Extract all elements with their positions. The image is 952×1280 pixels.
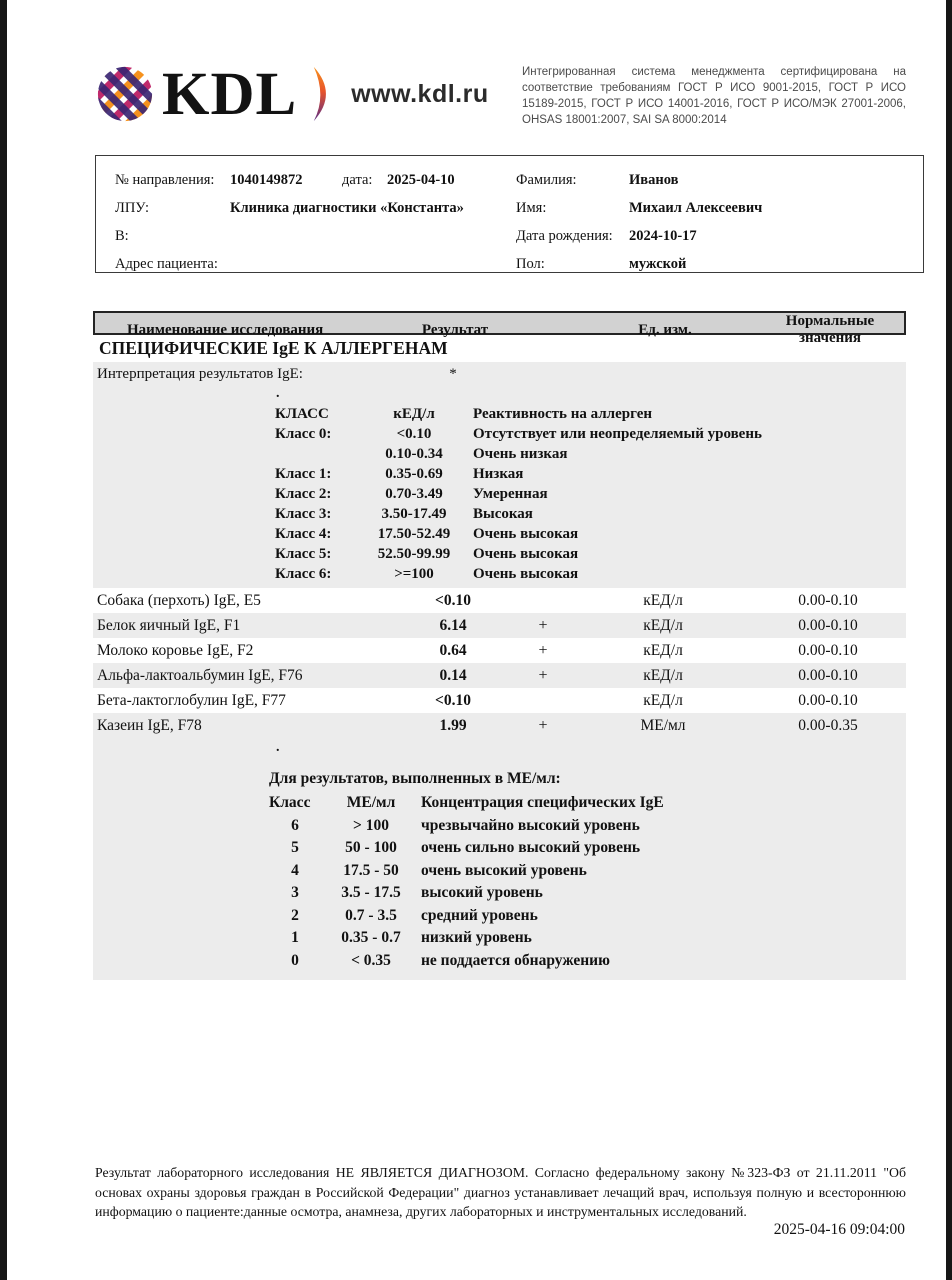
test-name: Казеин IgE, F78 (97, 716, 202, 734)
test-result: 0.64 (439, 641, 467, 659)
legend-range: 52.50-99.99 (377, 545, 451, 562)
me-range: 0.7 - 3.5 (345, 906, 397, 924)
me-ml-header-concentration: Концентрация специфических IgE (421, 794, 664, 812)
interpretation-bullet: . (276, 386, 280, 401)
me-level: низкий уровень (421, 929, 532, 947)
me-level: высокий уровень (421, 884, 543, 902)
col-header-test: Наименование исследования (127, 321, 324, 338)
me-range: < 0.35 (351, 951, 391, 969)
legend-range: >=100 (394, 565, 434, 582)
class-legend-row (275, 564, 906, 584)
brand-name: KDL (162, 60, 298, 128)
test-result: 6.14 (439, 616, 467, 634)
firstname-label: Имя: (516, 199, 547, 216)
result-row (93, 713, 906, 738)
test-result: 0.14 (439, 666, 467, 684)
me-ml-title: Для результатов, выполненных в МЕ/мл: (269, 770, 561, 787)
me-ml-row (269, 882, 906, 905)
birthdate-value: 2024-10-17 (629, 227, 697, 244)
me-ml-row (269, 815, 906, 838)
legend-class: Класс 0: (275, 425, 332, 442)
test-norm: 0.00-0.10 (798, 641, 858, 659)
class-legend-row (275, 524, 906, 544)
legend-range: 3.50-17.49 (381, 505, 447, 522)
me-range: 50 - 100 (345, 839, 397, 857)
me-level: чрезвычайно высокий уровень (421, 816, 640, 834)
interpretation-row (93, 362, 906, 387)
test-norm: 0.00-0.10 (798, 691, 858, 709)
referral-number-label: № направления: (115, 171, 215, 188)
test-norm: 0.00-0.35 (798, 716, 858, 734)
legend-reactivity: Низкая (473, 465, 524, 482)
me-level: очень сильно высокий уровень (421, 839, 641, 857)
abnormal-flag: + (538, 716, 548, 734)
referral-info-box (95, 155, 924, 273)
legend-reactivity: Умеренная (473, 485, 548, 502)
legend-range: 0.35-0.69 (385, 465, 443, 482)
report-timestamp: 2025-04-16 09:04:00 (773, 1221, 905, 1238)
legend-reactivity: Очень высокая (473, 525, 579, 542)
result-row (93, 588, 906, 613)
legend-reactivity: Очень высокая (473, 545, 579, 562)
test-norm: 0.00-0.10 (798, 591, 858, 609)
website-url[interactable]: www.kdl.ru (351, 79, 489, 108)
surname-row (516, 166, 911, 194)
surname-label: Фамилия: (516, 171, 577, 188)
test-unit: МЕ/мл (640, 716, 686, 734)
me-level: очень высокий уровень (421, 861, 587, 879)
legend-range: <0.10 (396, 425, 432, 442)
me-ml-header-unit: МЕ/мл (346, 794, 396, 812)
me-class: 3 (291, 884, 299, 902)
swoosh-icon (311, 65, 339, 123)
me-range: 17.5 - 50 (343, 861, 399, 879)
referral-left-column (115, 166, 515, 278)
me-class: 0 (291, 951, 299, 969)
legend-class: Класс 1: (275, 465, 332, 482)
firstname-row (516, 194, 911, 222)
referral-number-value: 1040149872 (230, 171, 303, 188)
me-range: 0.35 - 0.7 (341, 929, 401, 947)
abnormal-flag: + (538, 666, 548, 684)
class-legend-header-class: КЛАСС (275, 405, 329, 422)
test-unit: кЕД/л (643, 616, 683, 634)
legend-range: 17.50-52.49 (377, 525, 451, 542)
patient-address-label: Адрес пациента: (115, 255, 218, 272)
test-norm: 0.00-0.10 (798, 616, 858, 634)
legend-range: 0.70-3.49 (385, 485, 443, 502)
abnormal-flag: + (538, 641, 548, 659)
me-ml-legend (93, 738, 906, 980)
test-name: Собака (перхоть) IgE, E5 (97, 591, 261, 609)
test-result: <0.10 (435, 691, 471, 709)
referral-right-column (516, 166, 911, 278)
test-result: <0.10 (435, 591, 471, 609)
me-level: не поддается обнаружению (421, 951, 610, 969)
me-ml-header (269, 792, 906, 815)
result-row (93, 688, 906, 713)
me-ml-bullet: . (276, 740, 280, 755)
results-table (93, 311, 906, 980)
legend-range: 0.10-0.34 (385, 445, 443, 462)
test-unit: кЕД/л (643, 691, 683, 709)
col-header-result: Результат (421, 321, 489, 338)
section-title: СПЕЦИФИЧЕСКИЕ IgE К АЛЛЕРГЕНАМ (93, 335, 906, 362)
class-legend-ked (93, 402, 906, 588)
sex-label: Пол: (516, 255, 545, 272)
me-class: 1 (291, 929, 299, 947)
kdl-sphere-icon (96, 65, 154, 123)
me-ml-row (269, 837, 906, 860)
lpu-value: Клиника диагностики «Константа» (230, 199, 464, 216)
me-ml-row (269, 950, 906, 973)
interpretation-block (93, 362, 906, 588)
legend-reactivity: Отсутствует или неопределяемый уровень (473, 425, 762, 442)
legend-class: Класс 4: (275, 525, 332, 542)
col-header-norm: Нормальные значения (785, 313, 875, 346)
surname-value: Иванов (629, 171, 679, 188)
abnormal-flag: + (538, 616, 548, 634)
patient-address-row (115, 250, 515, 278)
interpretation-value: * (449, 366, 457, 382)
firstname-value: Михаил Алексеевич (629, 199, 763, 216)
doctor-label: В: (115, 227, 129, 244)
sex-value: мужской (629, 255, 687, 272)
test-name: Молоко коровье IgE, F2 (97, 641, 254, 659)
certification-text: Интегрированная система менеджмента сертифицирована на соответствие требованиям ГОСТ Р ИСО 9001-2015, ГОСТ Р ИСО 15189-2015, ГОСТ Р ИСО 14001-2016, ГОСТ Р ИСО/МЭК 27001-2006, OHSAS 18001:2007, SAI SA 8000:2014 (522, 66, 906, 126)
me-range: 3.5 - 17.5 (341, 884, 401, 902)
legend-class: Класс 5: (275, 545, 332, 562)
legend-class: Класс 2: (275, 485, 332, 502)
kdl-logo (96, 62, 489, 126)
test-unit: кЕД/л (643, 641, 683, 659)
class-legend-row (275, 424, 906, 444)
result-row (93, 613, 906, 638)
class-legend-header-reactivity: Реактивность на аллерген (473, 405, 652, 422)
me-ml-gap (269, 758, 906, 770)
legend-class: Класс 6: (275, 565, 332, 582)
me-ml-header-class: Класс (269, 794, 311, 812)
me-range: > 100 (353, 816, 389, 834)
page-right-edge (946, 0, 952, 1280)
test-unit: кЕД/л (643, 666, 683, 684)
referral-date-value: 2025-04-10 (387, 171, 455, 188)
class-legend-header (275, 404, 906, 424)
lpu-row (115, 194, 515, 222)
page-left-edge (0, 0, 7, 1280)
class-legend-row (275, 544, 906, 564)
legend-reactivity: Очень низкая (473, 445, 568, 462)
disclaimer-text: Результат лабораторного исследования НЕ ЯВЛЯЕТСЯ ДИАГНОЗОМ. Согласно федеральному закону №323-ФЗ от 21.11.2011 "Об основах охраны здоровья граждан в Российской Федерации" диагноз устанавливает лечащий врач, используя полную и всестороннюю информацию о пациенте:данные осмотра, анамнеза, других лабораторных и инструментальных исследований. (95, 1165, 906, 1219)
test-name: Белок яичный IgE, F1 (97, 616, 241, 634)
legend-reactivity: Высокая (473, 505, 533, 522)
test-result: 1.99 (439, 716, 467, 734)
me-ml-row (269, 905, 906, 928)
results-table-header (93, 311, 906, 346)
me-ml-row (269, 927, 906, 950)
interpretation-label: Интерпретация результатов IgE: (97, 366, 303, 382)
result-row (93, 663, 906, 688)
class-legend-row (275, 444, 906, 464)
me-class: 4 (291, 861, 299, 879)
test-norm: 0.00-0.10 (798, 666, 858, 684)
lpu-label: ЛПУ: (115, 199, 150, 216)
me-ml-row (269, 860, 906, 883)
legend-reactivity: Очень высокая (473, 565, 579, 582)
test-name: Бета-лактоглобулин IgE, F77 (97, 691, 286, 709)
col-header-unit: Ед. изм. (638, 321, 692, 338)
me-class: 5 (291, 839, 299, 857)
birthdate-label: Дата рождения: (516, 227, 613, 244)
class-legend-header-unit: кЕД/л (393, 405, 435, 422)
test-unit: кЕД/л (643, 591, 683, 609)
me-level: средний уровень (421, 906, 538, 924)
me-class: 2 (291, 906, 299, 924)
referral-number-row (115, 166, 515, 194)
birthdate-row (516, 222, 911, 250)
class-legend-row (275, 484, 906, 504)
me-class: 6 (291, 816, 299, 834)
class-legend-row (275, 504, 906, 524)
sex-row (516, 250, 911, 278)
referral-date-label: дата: (342, 171, 373, 188)
doctor-row (115, 222, 515, 250)
result-row (93, 638, 906, 663)
test-name: Альфа-лактоальбумин IgE, F76 (97, 666, 303, 684)
class-legend-row (275, 464, 906, 484)
legend-class: Класс 3: (275, 505, 332, 522)
